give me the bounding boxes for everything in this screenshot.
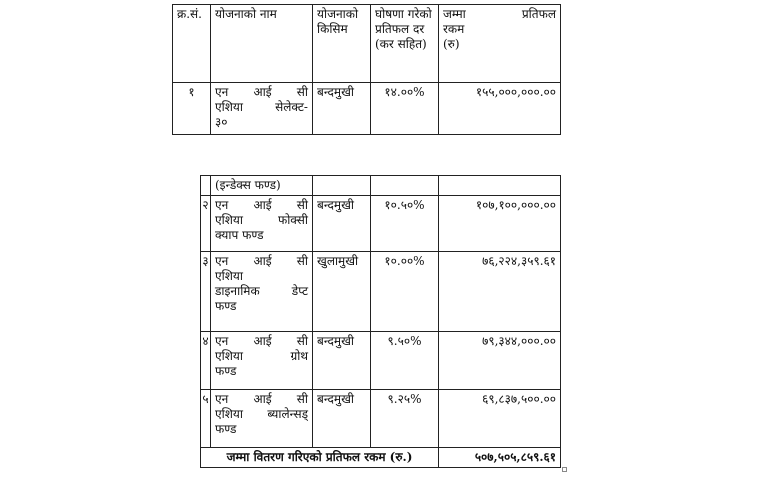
name-line3: फण्ड [215,422,237,436]
row-scheme-type: बन्दमुखी [313,196,371,252]
row-rate: १४.००% [371,83,439,135]
header-sn: क्र.सं. [173,5,211,83]
name-line1: एन आई सी [215,392,308,406]
name-line2: एशिया सेलेक्ट- [215,100,308,114]
header-scheme-type: योजनाको किसिम [313,5,371,83]
row-rate: ९.२५% [371,390,439,448]
page-corner-mark [562,467,567,472]
table-row [173,83,561,135]
row-scheme-name [211,390,313,448]
total-row [201,448,561,468]
row-rate: १०.००% [371,252,439,332]
table-row [201,196,561,252]
table-row [201,332,561,390]
name-line1: एन आई सी [215,85,308,99]
row-amount: ७६,२२४,३५९.६१ [439,252,561,332]
row-scheme-type: बन्दमुखी [313,390,371,448]
dividend-table-top [172,4,561,135]
row-scheme-name [211,252,313,332]
table-header-row [173,5,561,83]
table-row [201,252,561,332]
name-line1: एन आई सी [215,334,308,348]
name-line2: एशिया ग्रोथ [215,349,308,363]
name-line4: फण्ड [215,299,237,313]
header-amount-line3: (रु) [443,37,460,51]
name-line2: एशिया [215,269,243,283]
row-sn: १ [173,83,211,135]
row-sn: ५ [201,390,211,448]
header-scheme-name: योजनाको नाम [211,5,313,83]
header-amount-line2: रकम [443,22,465,36]
name-line2: एशिया ब्यालेन्सड् [215,407,308,421]
row-amount: ७९,३४४,०००.०० [439,332,561,390]
header-amount-line1: जम्मा प्रतिफल [443,7,556,21]
dividend-table-bottom [200,175,561,468]
total-amount: ५०७,५०५,८५९.६१ [439,448,561,468]
row-amount: १०७,१००,०००.०० [439,196,561,252]
name-line2: एशिया फोक्सी [215,213,308,227]
name-line3: ३० [215,115,228,129]
row-amount: ६९,८३७,५००.०० [439,390,561,448]
row-scheme-type: खुलामुखी [313,252,371,332]
row-scheme-name [211,83,313,135]
name-line3: क्याप फण्ड [215,228,264,242]
row-sn: २ [201,196,211,252]
row-scheme-name [211,332,313,390]
row-sn: ४ [201,332,211,390]
table-row-continued [201,176,561,196]
total-label: जम्मा वितरण गरिएको प्रतिफल रकम (रु.) [201,448,439,468]
row-scheme-type: बन्दमुखी [313,83,371,135]
row-amount: १५५,०००,०००.०० [439,83,561,135]
header-declared-rate: घोषणा गरेको प्रतिफल दर (कर सहित) [371,5,439,83]
row-rate: ९.५०% [371,332,439,390]
name-line3: फण्ड [215,364,237,378]
name-line1: एन आई सी [215,254,308,268]
name-line1: एन आई सी [215,198,308,212]
row-sn: ३ [201,252,211,332]
row-scheme-type: बन्दमुखी [313,332,371,390]
continued-name: (इन्डेक्स फण्ड) [211,176,313,196]
table-row [201,390,561,448]
row-rate: १०.५०% [371,196,439,252]
header-total-amount [439,5,561,83]
name-line3: डाइनामिक डेप्ट [215,284,308,298]
row-scheme-name [211,196,313,252]
